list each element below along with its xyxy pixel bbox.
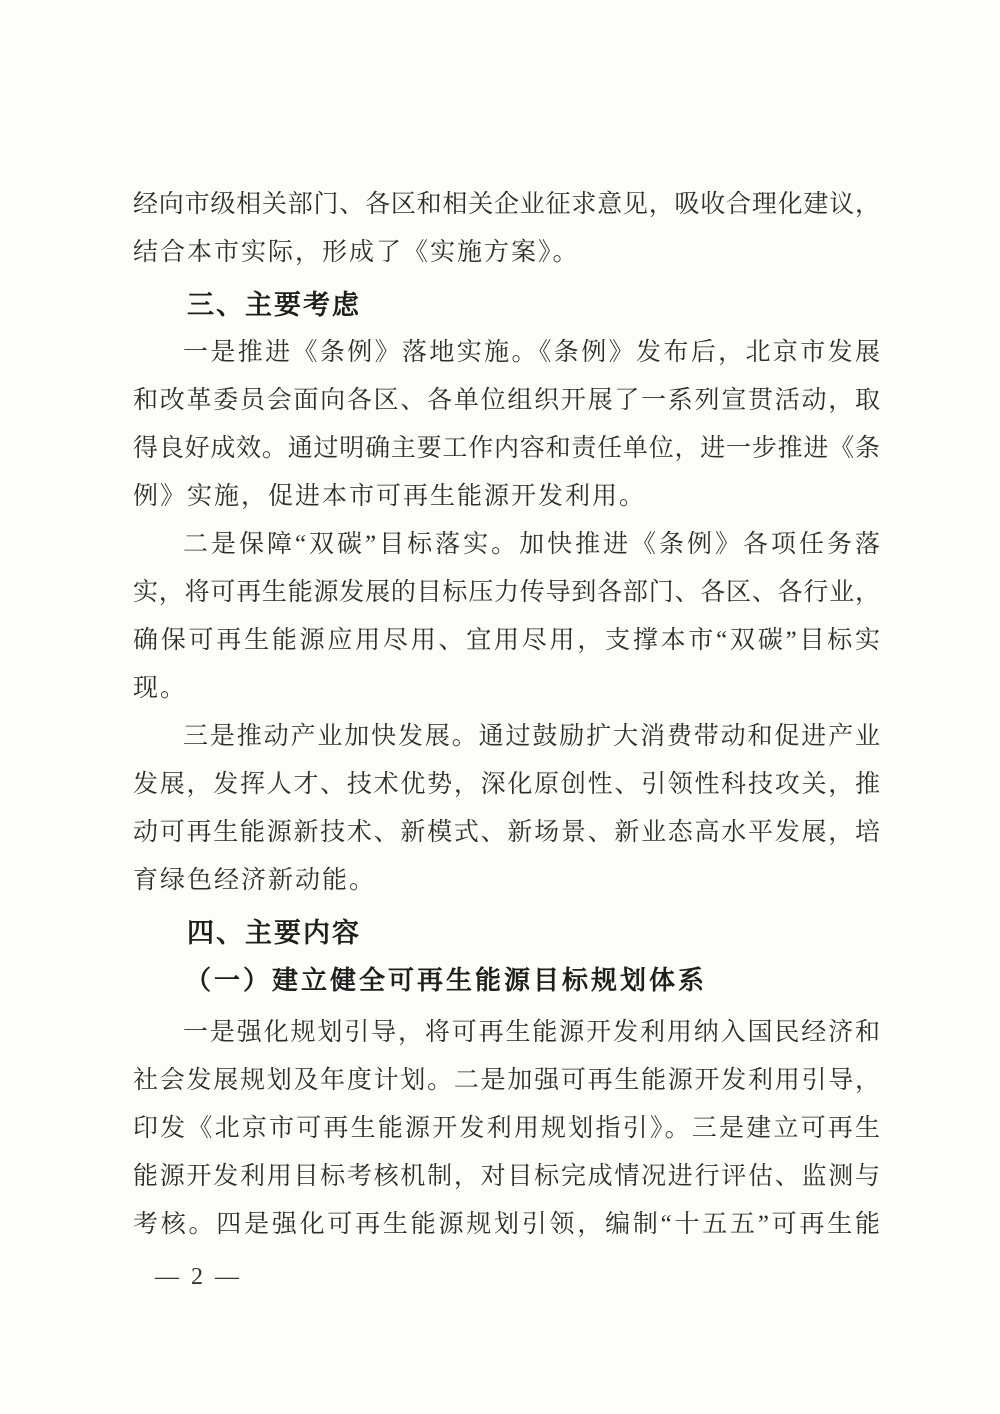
text-line: 社会发展规划及年度计划。二是加强可再生能源开发利用引导， (133, 1067, 880, 1094)
text-line: 结合本市实际，形成了《实施方案》。 (133, 239, 580, 266)
text-line: 一是推进《条例》落地实施。《条例》发布后，北京市发展 (183, 339, 880, 366)
text-line: 二是保障“双碳”目标落实。加快推进《条例》各项任务落 (183, 531, 880, 558)
paragraph-section-1 (133, 1009, 880, 1249)
text-line: 育绿色经济新动能。 (133, 867, 377, 894)
text-line: 三是推动产业加快发展。通过鼓励扩大消费带动和促进产业 (183, 723, 880, 750)
subsection-heading-one: （一）建立健全可再生能源目标规划体系 (185, 966, 708, 995)
page-number: — 2 — (155, 1264, 242, 1290)
paragraph-point-1 (133, 329, 880, 521)
text-line: 得良好成效。通过明确主要工作内容和责任单位，进一步推进《条 (133, 435, 880, 462)
text-line: 动可再生能源新技术、新模式、新场景、新业态高水平发展，培 (133, 819, 880, 846)
text-line: 经向市级相关部门、各区和相关企业征求意见，吸收合理化建议， (133, 191, 880, 218)
text-line: 印发《北京市可再生能源开发利用规划指引》。三是建立可再生 (133, 1115, 880, 1142)
text-line: 能源开发利用目标考核机制，对目标完成情况进行评估、监测与 (133, 1163, 880, 1190)
text-line: 考核。四是强化可再生能源规划引领，编制“十五五”可再生能 (133, 1211, 880, 1238)
document-text-block (133, 181, 880, 1249)
paragraph-continuation (133, 181, 880, 277)
text-line: 实，将可再生能源发展的目标压力传导到各部门、各区、各行业， (133, 579, 880, 606)
text-line: 一是强化规划引导，将可再生能源开发利用纳入国民经济和 (183, 1019, 880, 1046)
text-line: 发展，发挥人才、技术优势，深化原创性、引领性科技攻关，推 (133, 771, 880, 798)
text-line: 确保可再生能源应用尽用、宜用尽用，支撑本市“双碳”目标实 (133, 627, 880, 654)
text-line: 现。 (133, 675, 188, 702)
section-heading-four: 四、主要内容 (187, 918, 361, 948)
section-heading-three: 三、主要考虑 (187, 290, 361, 320)
paragraph-point-3 (133, 713, 880, 905)
text-line: 和改革委员会面向各区、各单位组织开展了一系列宣贯活动，取 (133, 387, 880, 414)
text-line: 例》实施，促进本市可再生能源开发利用。 (133, 483, 647, 510)
paragraph-point-2 (133, 521, 880, 713)
